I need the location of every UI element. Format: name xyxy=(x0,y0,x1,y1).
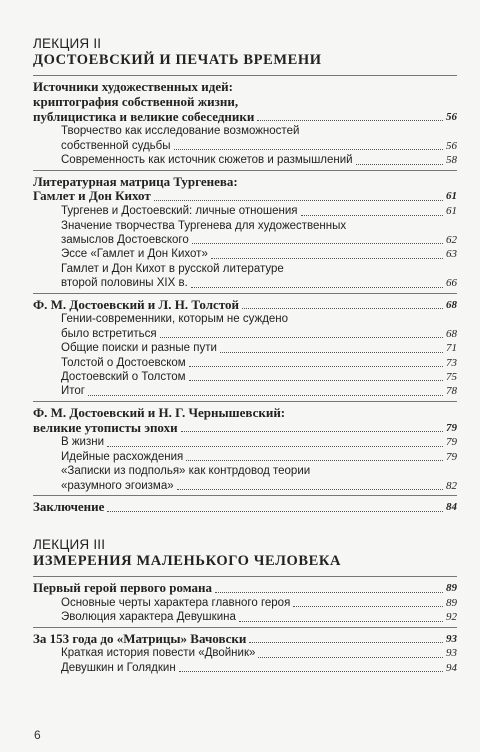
toc-subsection[interactable] xyxy=(33,312,457,341)
toc-subsection-text: замыслов Достоевского xyxy=(61,234,189,247)
toc-subsection-leader-line xyxy=(61,435,457,449)
toc-subsection-text: второй половины XIX в. xyxy=(61,277,188,290)
lecture-spacer xyxy=(33,515,457,537)
page-ref: 56 xyxy=(446,139,457,152)
leader-dots xyxy=(301,215,443,216)
leader-dots xyxy=(179,671,443,672)
leader-dots xyxy=(160,337,443,338)
toc-subsection-text-line: Гамлет и Дон Кихот в русской литературе xyxy=(61,262,284,275)
toc-section-leader-line xyxy=(33,421,457,436)
toc-subsection[interactable] xyxy=(33,450,457,464)
toc-subsection-text: «разумного эгоизма» xyxy=(61,479,174,492)
toc-section[interactable] xyxy=(33,80,457,124)
leader-dots xyxy=(181,431,443,432)
leader-dots xyxy=(257,120,443,121)
toc-section-text-line: Ф. М. Достоевский и Н. Г. Чернышевский: xyxy=(33,404,286,420)
toc-subsection[interactable] xyxy=(33,341,457,355)
page-ref: 79 xyxy=(446,421,457,434)
page-ref: 73 xyxy=(446,356,457,369)
section-rule xyxy=(33,401,457,402)
page-ref: 75 xyxy=(446,371,457,384)
toc-section-text: Первый герой первого романа xyxy=(33,579,212,595)
toc-subsection[interactable] xyxy=(33,124,457,153)
page-ref: 79 xyxy=(446,436,457,449)
toc-section[interactable] xyxy=(33,632,457,647)
toc-subsection-text: Эссе «Гамлет и Дон Кихот» xyxy=(61,248,208,261)
toc-section-leader-line xyxy=(33,189,457,204)
toc-subsection[interactable] xyxy=(33,356,457,370)
leader-dots xyxy=(189,366,443,367)
toc-subsection[interactable] xyxy=(33,219,457,248)
leader-dots xyxy=(107,446,443,447)
toc-section-text: Гамлет и Дон Кихот xyxy=(33,188,151,204)
toc-subsection[interactable] xyxy=(33,204,457,218)
toc-section-text: Ф. М. Достоевский и Л. Н. Толстой xyxy=(33,296,240,312)
page-ref: 79 xyxy=(446,450,457,463)
toc-subsection[interactable] xyxy=(33,464,457,493)
toc-subsection-leader-line xyxy=(61,204,457,218)
leader-dots xyxy=(192,243,443,244)
toc-subsection-text: Краткая история повести «Двойник» xyxy=(61,647,256,660)
page-ref: 66 xyxy=(446,277,457,290)
section-rule xyxy=(33,75,457,76)
toc-section[interactable] xyxy=(33,581,457,596)
section-rule xyxy=(33,293,457,294)
toc-subsection-leader-line xyxy=(61,370,457,384)
toc-subsection-text: Эволюция характера Девушкина xyxy=(61,611,236,624)
leader-dots xyxy=(293,606,443,607)
section-rule xyxy=(33,576,457,577)
toc-section-text-line: Источники художественных идей: xyxy=(33,79,233,94)
page-ref: 84 xyxy=(446,501,457,514)
section-rule xyxy=(33,170,457,171)
lecture-number: ЛЕКЦИЯ II xyxy=(33,36,102,51)
toc-subsection-text: Современность как источник сюжетов и размышлений xyxy=(61,154,353,167)
page-ref: 61 xyxy=(446,190,457,203)
leader-dots xyxy=(258,657,443,658)
page-ref: 68 xyxy=(446,327,457,340)
toc-subsection[interactable] xyxy=(33,661,457,675)
toc-subsection-leader-line xyxy=(61,479,457,493)
leader-dots xyxy=(88,395,443,396)
toc-subsection-leader-line xyxy=(61,356,457,370)
toc-subsection-leader-line xyxy=(61,384,457,398)
toc-subsection[interactable] xyxy=(33,370,457,384)
toc-subsection-leader-line xyxy=(61,450,457,464)
leader-dots xyxy=(174,149,443,150)
leader-dots xyxy=(242,308,443,309)
leader-dots xyxy=(189,380,443,381)
toc-subsection-text: В жизни xyxy=(61,436,105,449)
leader-dots xyxy=(107,511,443,512)
toc-subsection-text: Итог xyxy=(61,385,85,398)
leader-dots xyxy=(154,200,443,201)
leader-dots xyxy=(239,621,443,622)
toc-section-text-line: криптография собственной жизни, xyxy=(33,93,239,109)
page-ref: 89 xyxy=(446,581,457,594)
toc-section[interactable] xyxy=(33,500,457,515)
toc-subsection-leader-line xyxy=(61,341,457,355)
toc-subsection-text: собственной судьбы xyxy=(61,139,171,152)
toc-subsection[interactable] xyxy=(33,262,457,291)
toc-subsection-text: Толстой о Достоевском xyxy=(61,356,186,369)
toc-subsection-leader-line xyxy=(61,610,457,624)
toc-subsection-text: Девушкин и Голядкин xyxy=(61,661,176,674)
lecture-title: ДОСТОЕВСКИЙ И ПЕЧАТЬ ВРЕМЕНИ xyxy=(33,52,322,68)
toc-subsection[interactable] xyxy=(33,435,457,449)
page-ref: 93 xyxy=(446,647,457,660)
toc-subsection[interactable] xyxy=(33,596,457,610)
toc-section-leader-line xyxy=(33,632,457,647)
toc-subsection-leader-line xyxy=(61,661,457,675)
page-number: 6 xyxy=(34,728,41,742)
toc-subsection-leader-line xyxy=(61,596,457,610)
lecture-title: ИЗМЕРЕНИЯ МАЛЕНЬКОГО ЧЕЛОВЕКА xyxy=(33,552,342,569)
leader-dots xyxy=(356,164,443,165)
toc-section-leader-line xyxy=(33,500,457,515)
toc-subsection[interactable] xyxy=(33,384,457,398)
toc-subsection-leader-line xyxy=(61,247,457,261)
leader-dots xyxy=(191,287,443,288)
leader-dots xyxy=(249,642,443,643)
toc-subsection-leader-line xyxy=(61,327,457,341)
toc-section-text: публицистика и великие собеседники xyxy=(33,108,255,124)
toc-subsection-leader-line xyxy=(61,153,457,167)
page-ref: 92 xyxy=(446,611,457,624)
toc-section[interactable] xyxy=(33,298,457,313)
toc-subsection-text: Общие поиски и разные пути xyxy=(61,342,217,355)
toc-section[interactable] xyxy=(33,406,457,436)
toc-subsection-leader-line xyxy=(61,233,457,247)
leader-dots xyxy=(211,258,443,259)
toc-section-leader-line xyxy=(33,581,457,596)
leader-dots xyxy=(186,460,443,461)
page-ref: 68 xyxy=(446,298,457,311)
toc-section[interactable] xyxy=(33,175,457,205)
page-ref: 56 xyxy=(446,110,457,123)
page-ref: 58 xyxy=(446,154,457,167)
leader-dots xyxy=(215,592,443,593)
page-ref: 94 xyxy=(446,661,457,674)
toc-subsection-text: Тургенев и Достоевский: личные отношения xyxy=(61,205,298,218)
toc-subsection-text-line: «Записки из подполья» как контрдовод теории xyxy=(61,465,311,478)
section-rule xyxy=(33,627,457,628)
toc-section-text: великие утописты эпохи xyxy=(33,419,178,435)
lecture-number: ЛЕКЦИЯ III xyxy=(33,536,106,552)
toc-subsection-text: было встретиться xyxy=(61,327,157,340)
table-of-contents xyxy=(33,36,457,675)
page-ref: 93 xyxy=(446,632,457,645)
toc-subsection[interactable] xyxy=(33,610,457,624)
toc-subsection-text-line: Гении-современники, которым не суждено xyxy=(61,313,289,326)
section-rule xyxy=(33,495,457,496)
toc-subsection-leader-line xyxy=(61,646,457,660)
toc-subsection-leader-line xyxy=(61,139,457,153)
toc-subsection-leader-line xyxy=(61,276,457,290)
toc-subsection-text-line: Творчество как исследование возможностей xyxy=(61,125,300,138)
toc-section-text-line: Литературная матрица Тургенева: xyxy=(33,173,238,189)
toc-section-leader-line xyxy=(33,298,457,313)
page-ref: 89 xyxy=(446,596,457,609)
toc-section-text: За 153 года до «Матрицы» Вачовски xyxy=(33,630,247,646)
toc-subsection[interactable] xyxy=(33,646,457,660)
toc-section-leader-line xyxy=(33,110,457,125)
page-ref: 71 xyxy=(446,342,457,355)
page-ref: 62 xyxy=(446,234,457,247)
page-ref: 63 xyxy=(446,248,457,261)
page-ref: 78 xyxy=(446,385,457,398)
toc-subsection-text: Основные черты характера главного героя xyxy=(61,596,291,609)
page-ref: 61 xyxy=(446,205,457,218)
page-ref: 82 xyxy=(446,479,457,492)
toc-subsection-text: Достоевский о Толстом xyxy=(61,371,186,384)
leader-dots xyxy=(220,352,443,353)
toc-subsection-text-line: Значение творчества Тургенева для художественных xyxy=(61,219,347,232)
leader-dots xyxy=(177,489,443,490)
toc-subsection[interactable] xyxy=(33,247,457,261)
toc-subsection[interactable] xyxy=(33,153,457,167)
toc-section-text: Заключение xyxy=(33,499,105,515)
toc-subsection-text: Идейные расхождения xyxy=(61,450,184,463)
